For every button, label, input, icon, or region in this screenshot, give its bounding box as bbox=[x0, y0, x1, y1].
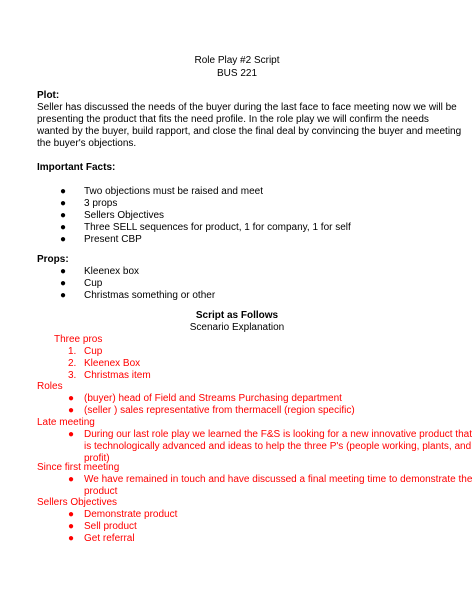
three-pros-label: Three pros bbox=[54, 334, 103, 345]
bullet-icon: ● bbox=[59, 210, 67, 221]
since-first-text bbox=[84, 474, 472, 498]
plot-heading: Plot: bbox=[37, 90, 60, 101]
bullet-icon: ● bbox=[67, 521, 75, 532]
plot-line: wanted by the buyer, build rapport, and close the final deal by convincing the buyer and meeting bbox=[37, 126, 462, 137]
list-number: 3. bbox=[68, 370, 77, 381]
list-item: Sellers Objectives bbox=[84, 210, 165, 221]
bullet-icon: ● bbox=[59, 198, 67, 209]
bullet-icon: ● bbox=[67, 405, 75, 416]
bullet-icon: ● bbox=[59, 234, 67, 245]
list-item: Present CBP bbox=[84, 234, 142, 245]
bullet-icon: ● bbox=[67, 474, 75, 485]
text-line: profit) bbox=[84, 453, 110, 464]
course-code: BUS 221 bbox=[216, 68, 258, 79]
plot-paragraph bbox=[37, 102, 462, 150]
list-item: Sell product bbox=[84, 521, 137, 532]
bullet-icon: ● bbox=[59, 290, 67, 301]
list-item: Christmas item bbox=[84, 370, 151, 381]
text-line: is technologically advanced and ideas to help the three P's (people working, plants, and bbox=[84, 441, 472, 452]
document-title: Role Play #2 Script bbox=[194, 55, 280, 66]
list-item: 3 props bbox=[84, 198, 118, 209]
text-line: We have remained in touch and have discussed a final meeting time to demonstrate the bbox=[84, 474, 473, 485]
script-subheading: Scenario Explanation bbox=[189, 322, 285, 333]
plot-line: presenting the product that fits the need profile. In the role play we will confirm the needs bbox=[37, 114, 429, 125]
list-item: Get referral bbox=[84, 533, 135, 544]
list-item: Christmas something or other bbox=[84, 290, 216, 301]
props-heading: Props: bbox=[37, 254, 69, 265]
script-heading: Script as Follows bbox=[195, 310, 279, 321]
list-number: 2. bbox=[68, 358, 77, 369]
bullet-icon: ● bbox=[59, 222, 67, 233]
sellers-objectives-label: Sellers Objectives bbox=[37, 497, 118, 508]
list-item: Cup bbox=[84, 346, 103, 357]
roles-label: Roles bbox=[37, 381, 63, 392]
list-item: Demonstrate product bbox=[84, 509, 178, 520]
text-line: product bbox=[84, 486, 118, 497]
list-item: Three SELL sequences for product, 1 for company, 1 for self bbox=[84, 222, 351, 233]
list-item: Cup bbox=[84, 278, 103, 289]
list-item: Kleenex box bbox=[84, 266, 140, 277]
bullet-icon: ● bbox=[67, 393, 75, 404]
bullet-icon: ● bbox=[59, 278, 67, 289]
plot-line: Seller has discussed the needs of the buyer during the last face to face meeting now we will be bbox=[37, 102, 457, 113]
text-line: During our last role play we learned the F&S is looking for a new innovative product that bbox=[84, 429, 472, 440]
list-number: 1. bbox=[68, 346, 77, 357]
late-meeting-text bbox=[84, 429, 472, 465]
bullet-icon: ● bbox=[67, 429, 75, 440]
list-item: Kleenex Box bbox=[84, 358, 141, 369]
facts-heading: Important Facts: bbox=[37, 162, 116, 173]
since-first-label: Since first meeting bbox=[37, 462, 120, 473]
plot-line: the buyer's objections. bbox=[37, 138, 137, 149]
bullet-icon: ● bbox=[59, 266, 67, 277]
list-item: (seller ) sales representative from thermacell (region specific) bbox=[84, 405, 355, 416]
late-meeting-label: Late meeting bbox=[37, 417, 95, 428]
bullet-icon: ● bbox=[59, 186, 67, 197]
bullet-icon: ● bbox=[67, 509, 75, 520]
list-item: Two objections must be raised and meet bbox=[84, 186, 263, 197]
bullet-icon: ● bbox=[67, 533, 75, 544]
list-item: (buyer) head of Field and Streams Purchasing department bbox=[84, 393, 342, 404]
